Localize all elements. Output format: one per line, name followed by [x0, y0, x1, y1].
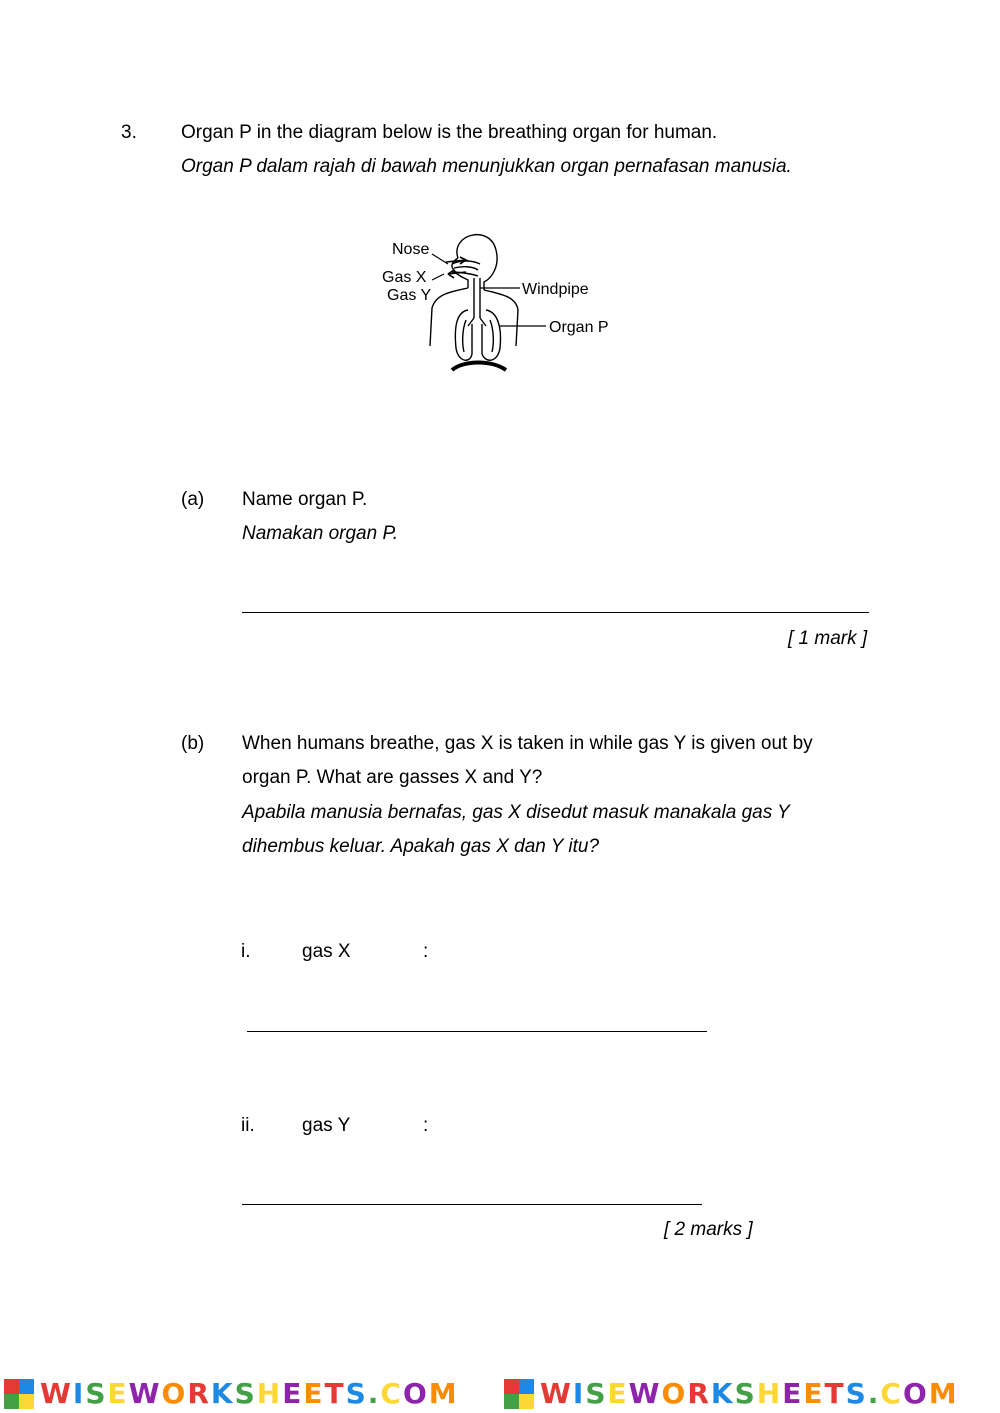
question-stem-malay: Organ P dalam rajah di bawah menunjukkan organ pernafasan manusia.: [181, 156, 792, 177]
label-nose: Nose: [392, 241, 430, 258]
footer-watermark: [0, 1374, 1000, 1413]
part-b-prompt-english-line1: When humans breathe, gas X is taken in while gas Y is given out by: [242, 733, 813, 754]
brand-letter: O: [402, 1377, 429, 1410]
part-b-prompt-malay-line1: Apabila manusia bernafas, gas X disedut masuk manakala gas Y: [242, 802, 790, 823]
brand-letter: E: [303, 1377, 325, 1410]
part-a-marks: [ 1 mark ]: [788, 628, 868, 649]
brand-letter: W: [40, 1377, 73, 1410]
brand-letter: .: [867, 1377, 881, 1410]
brand-letter: W: [128, 1377, 162, 1410]
brand-letter: T: [324, 1377, 346, 1410]
brand-letter: O: [161, 1377, 188, 1410]
brand-letter: S: [734, 1377, 757, 1410]
brand-letter: E: [107, 1377, 129, 1410]
part-b-marks: [ 2 marks ]: [664, 1219, 753, 1240]
label-windpipe: Windpipe: [522, 281, 589, 298]
brand-letter: E: [803, 1377, 825, 1410]
brand-letter: K: [210, 1377, 235, 1410]
brand-block-1: [4, 1378, 459, 1410]
item-i-name: gas X: [302, 941, 351, 962]
brand-letter: E: [607, 1377, 629, 1410]
label-gas-x: Gas X: [382, 269, 427, 286]
item-ii-numeral: ii.: [241, 1115, 255, 1136]
brand-letter: W: [540, 1377, 573, 1410]
respiratory-system-diagram: [380, 228, 620, 376]
brand-letter: E: [782, 1377, 804, 1410]
brand-letter: S: [845, 1377, 868, 1410]
brand-letter: I: [572, 1377, 586, 1410]
part-b-prompt-english-line2: organ P. What are gasses X and Y?: [242, 767, 543, 788]
brand-letter: T: [824, 1377, 846, 1410]
brand-letter: O: [661, 1377, 688, 1410]
brand-letter: C: [380, 1377, 403, 1410]
nose-leader-line: [432, 254, 448, 264]
brand-letter: R: [187, 1377, 211, 1410]
brand-letter: S: [234, 1377, 257, 1410]
diaphragm: [452, 363, 506, 371]
gas-x-answer-line[interactable]: [247, 1031, 707, 1032]
part-a-prompt-malay: Namakan organ P.: [242, 523, 398, 544]
part-a-answer-line[interactable]: [242, 612, 869, 613]
item-ii-colon: :: [423, 1115, 429, 1136]
brand-logo-icon: [4, 1379, 34, 1409]
brand-text: [540, 1378, 959, 1410]
item-ii-name: gas Y: [302, 1115, 351, 1136]
brand-letter: M: [428, 1377, 459, 1410]
brand-letter: E: [282, 1377, 304, 1410]
brand-letter: R: [687, 1377, 711, 1410]
label-organ-p: Organ P: [549, 319, 609, 336]
brand-block-2: [504, 1378, 959, 1410]
item-i-numeral: i.: [241, 941, 251, 962]
brand-letter: S: [585, 1377, 608, 1410]
part-a-label: (a): [181, 489, 205, 510]
item-i-colon: :: [423, 941, 429, 962]
brand-letter: H: [756, 1377, 783, 1410]
brand-letter: C: [880, 1377, 903, 1410]
gas-y-answer-line[interactable]: [242, 1204, 702, 1205]
brand-letter: S: [345, 1377, 368, 1410]
brand-letter: W: [628, 1377, 662, 1410]
gas-y-leader-line: [432, 274, 444, 280]
brand-text: [40, 1378, 459, 1410]
brand-letter: K: [710, 1377, 735, 1410]
label-gas-y: Gas Y: [387, 287, 432, 304]
part-b-label: (b): [181, 733, 205, 754]
brand-letter: M: [928, 1377, 959, 1410]
brand-logo-icon: [504, 1379, 534, 1409]
question-number: 3.: [121, 122, 137, 143]
part-b-prompt-malay-line2: dihembus keluar. Apakah gas X dan Y itu?: [242, 836, 600, 857]
part-a-prompt-english: Name organ P.: [242, 489, 368, 510]
brand-letter: I: [72, 1377, 86, 1410]
brand-letter: H: [256, 1377, 283, 1410]
human-torso-outline: [430, 235, 518, 361]
brand-letter: .: [367, 1377, 381, 1410]
brand-letter: O: [902, 1377, 929, 1410]
question-stem-english: Organ P in the diagram below is the breathing organ for human.: [181, 122, 718, 143]
brand-letter: S: [85, 1377, 108, 1410]
